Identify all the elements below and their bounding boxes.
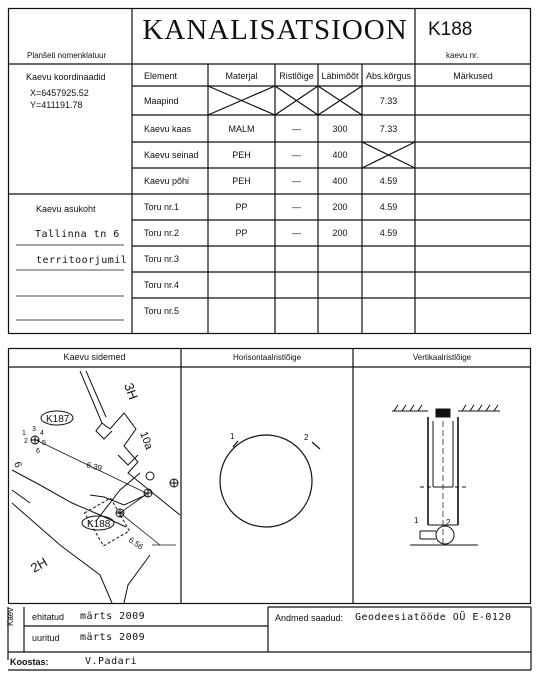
site-distance: 6.39	[85, 460, 103, 473]
coordinate-y: Y=411191.78	[30, 100, 83, 110]
header-material: Materjal	[225, 71, 258, 81]
site-pipe-label: 6	[36, 448, 40, 455]
row-element: Toru nr.5	[144, 306, 180, 316]
surveyed-label: uuritud	[32, 633, 60, 643]
row-element: Kaevu kaas	[144, 124, 192, 134]
site-well-label: K188	[87, 519, 111, 530]
horizontal-pipe-label: 1	[230, 432, 235, 441]
row-cross-section: —	[292, 202, 301, 212]
site-pipe-label: 2	[24, 438, 28, 445]
row-abs-height: 7.33	[379, 96, 398, 106]
site-pipe-label: 3	[32, 426, 36, 433]
site-street-number: 6	[11, 460, 24, 470]
well-number-label: kaevu nr.	[446, 51, 479, 60]
vertical-pipe-label: 1	[414, 516, 419, 525]
horizontal-section-drawing	[220, 435, 320, 527]
row-cross-section: —	[292, 124, 301, 134]
row-diameter: 200	[332, 228, 348, 238]
site-well-label: K187	[46, 414, 70, 425]
site-building-label: 2H	[28, 554, 50, 576]
header-notes: Märkused	[453, 71, 493, 81]
surveyed-date: märts 2009	[80, 632, 146, 643]
drawings-panel	[0, 345, 544, 607]
row-element: Maapind	[144, 96, 179, 106]
row-abs-height: 4.59	[379, 202, 398, 212]
data-source-value: Geodeesiatööde OÜ E-0120	[355, 612, 512, 623]
header-element: Element	[144, 71, 178, 81]
author-name: V.Padari	[85, 656, 138, 667]
row-element: Kaevu seinad	[144, 150, 199, 160]
ties-section-title: Kaevu sidemed	[63, 352, 126, 362]
row-element: Toru nr.1	[144, 202, 180, 212]
row-element: Toru nr.3	[144, 254, 180, 264]
author-label: Koostas:	[10, 657, 49, 667]
site-pipe-label: 4	[40, 430, 44, 437]
row-element: Toru nr.4	[144, 280, 180, 290]
row-material: PEH	[232, 150, 251, 160]
row-material: PP	[235, 202, 248, 212]
header-abs-height: Abs.kõrgus	[365, 71, 412, 81]
row-diameter: 300	[332, 124, 348, 134]
row-material: PP	[235, 228, 248, 238]
row-material: PEH	[232, 176, 251, 186]
row-cross-section: —	[292, 150, 301, 160]
site-building-label: 10a	[137, 429, 155, 452]
row-diameter: 400	[332, 150, 348, 160]
location-line-2: territoorjumil	[36, 255, 128, 266]
nomenclature-label: Planšeti nomenklatuur	[27, 51, 107, 60]
site-building-label: 3H	[121, 380, 141, 402]
row-diameter: 400	[332, 176, 348, 186]
site-distance: 6.56	[126, 535, 145, 552]
vertical-section-title: Vertikaalristlõige	[412, 353, 472, 362]
built-date: märts 2009	[80, 611, 146, 622]
header-diameter: Läbimõõt	[321, 71, 359, 81]
row-element: Kaevu põhi	[144, 176, 190, 186]
row-abs-height: 4.59	[379, 228, 398, 238]
site-pipe-label: 5	[42, 440, 46, 447]
coordinates-label: Kaevu koordinaadid	[26, 72, 106, 82]
site-pipe-label: 1	[22, 430, 26, 437]
well-number: K188	[428, 19, 473, 40]
location-line-1: Tallinna tn 6	[35, 229, 120, 240]
header-cross-section: Ristlõige	[279, 71, 314, 81]
horizontal-section-title: Horisontaalristlõige	[232, 353, 302, 362]
vertical-pipe-label: 2	[446, 518, 451, 527]
row-cross-section: —	[292, 176, 301, 186]
row-element: Toru nr.2	[144, 228, 180, 238]
data-source-label: Andmed saadud:	[275, 613, 344, 623]
footer-side-label: Kaev	[6, 607, 15, 626]
coordinate-x: X=6457925.52	[30, 88, 89, 98]
row-diameter: 200	[332, 202, 348, 212]
row-cross-section: —	[292, 228, 301, 238]
row-abs-height: 7.33	[379, 124, 398, 134]
page-title: KANALISATSIOON	[142, 14, 408, 46]
row-material: MALM	[228, 124, 255, 134]
built-label: ehitatud	[32, 612, 65, 622]
horizontal-pipe-label: 2	[304, 433, 309, 442]
location-label: Kaevu asukoht	[36, 204, 96, 214]
row-abs-height: 4.59	[379, 176, 398, 186]
